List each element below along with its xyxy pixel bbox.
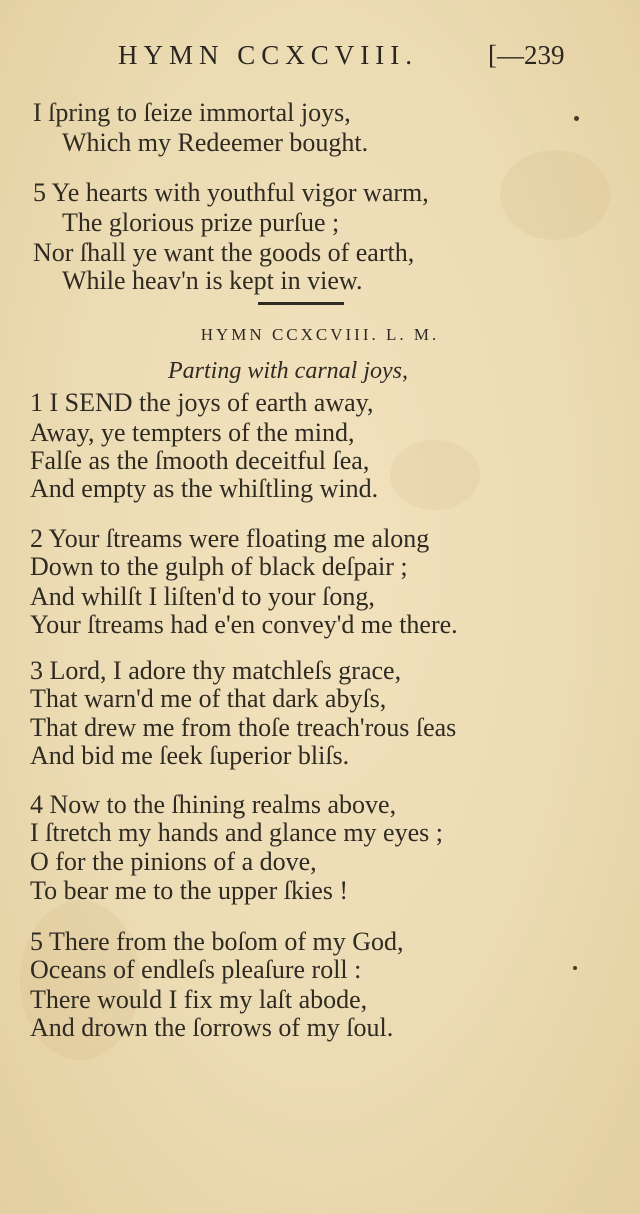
ink-speck bbox=[573, 966, 577, 970]
verse-line: 1 I SEND the joys of earth away, bbox=[30, 388, 374, 417]
verse-line: And bid me ſeek ſuperior bliſs. bbox=[30, 741, 350, 770]
ink-speck bbox=[574, 116, 579, 121]
verse-line: There would I fix my laſt abode, bbox=[30, 985, 368, 1014]
paper-stain bbox=[390, 440, 480, 510]
verse-line: The glorious prize purſue ; bbox=[62, 208, 340, 237]
hymn-subtitle: Parting with carnal joys, bbox=[168, 358, 408, 384]
section-divider bbox=[258, 302, 344, 305]
verse-line: 5 Ye hearts with youthful vigor warm, bbox=[33, 178, 429, 207]
paper-stain bbox=[500, 150, 610, 240]
hymn-title: HYMN CCXCVIII. L. M. bbox=[200, 325, 440, 344]
verse-line: 5 There from the boſom of my God, bbox=[30, 927, 404, 956]
verse-line: Which my Redeemer bought. bbox=[62, 128, 369, 157]
verse-line: And drown the ſorrows of my ſoul. bbox=[30, 1013, 394, 1042]
verse-line: That warn'd me of that dark abyſs, bbox=[30, 684, 387, 713]
verse-line: Away, ye tempters of the mind, bbox=[30, 418, 355, 447]
verse-line: 2 Your ſtreams were floating me along bbox=[30, 524, 430, 553]
verse-line: Your ſtreams had e'en convey'd me there. bbox=[30, 610, 458, 639]
verse-line: That drew me from thoſe treach'rous ſeas bbox=[30, 713, 457, 742]
page-header bbox=[0, 40, 640, 80]
verse-line: To bear me to the upper ſkies ! bbox=[30, 876, 349, 905]
running-head: HYMN CCXCVIII. bbox=[118, 40, 418, 70]
verse-line: 4 Now to the ſhining realms above, bbox=[30, 790, 397, 819]
verse-line: Falſe as the ſmooth deceitful ſea, bbox=[30, 446, 370, 475]
verse-line: I ſpring to ſeize immortal joys, bbox=[33, 98, 351, 127]
verse-line: 3 Lord, I adore thy matchleſs grace, bbox=[30, 656, 402, 685]
verse-line: And whilſt I liſten'd to your ſong, bbox=[30, 582, 375, 611]
verse-line: I ſtretch my hands and glance my eyes ; bbox=[30, 818, 443, 847]
verse-line: While heav'n is kept in view. bbox=[62, 266, 363, 295]
verse-line: O for the pinions of a dove, bbox=[30, 847, 317, 876]
page-number: [—239 bbox=[488, 40, 565, 70]
verse-line: Oceans of endleſs pleaſure roll : bbox=[30, 955, 362, 984]
verse-line: And empty as the whiſtling wind. bbox=[30, 474, 379, 503]
verse-line: Down to the gulph of black deſpair ; bbox=[30, 552, 408, 581]
verse-line: Nor ſhall ye want the goods of earth, bbox=[33, 238, 415, 267]
